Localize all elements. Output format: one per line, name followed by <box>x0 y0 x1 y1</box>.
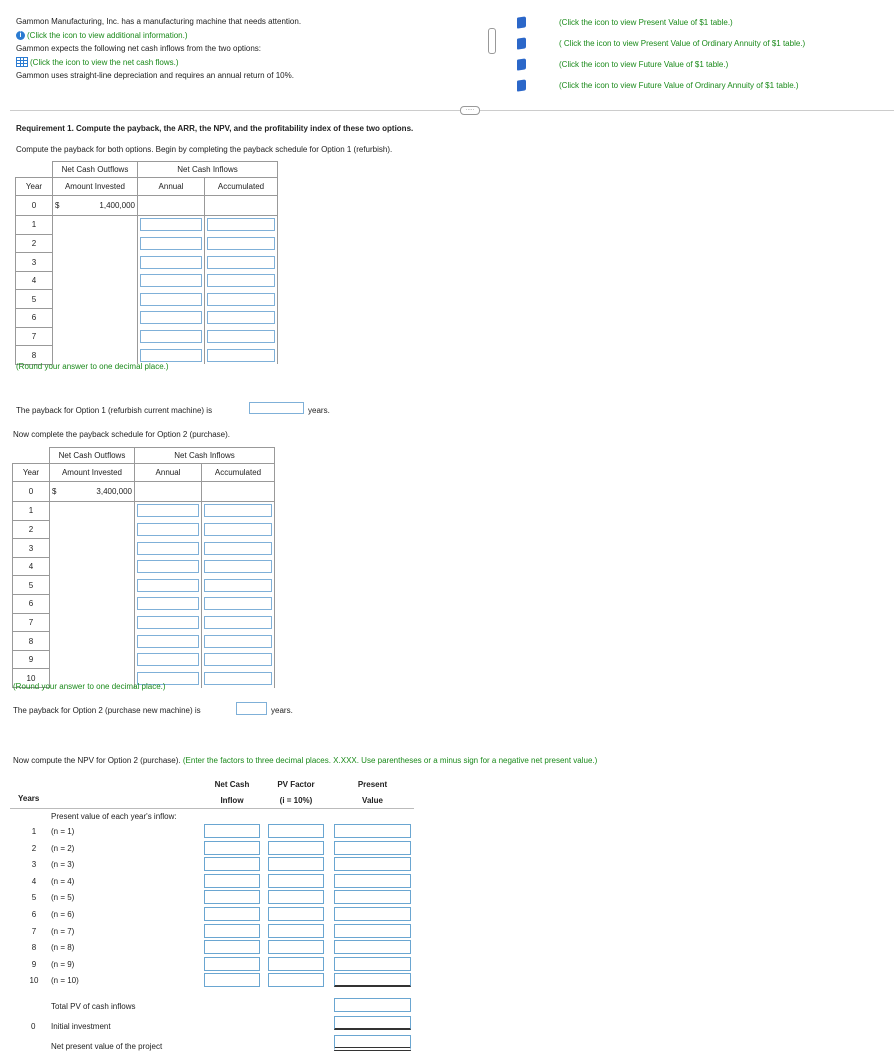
annual-input[interactable] <box>137 597 199 610</box>
year-number: 6 <box>31 910 37 919</box>
amount-invested-cell <box>53 290 138 309</box>
npv-row <box>0 840 894 857</box>
year-cell: 4 <box>13 557 50 576</box>
year-cell: 8 <box>16 346 53 365</box>
net-cash-inflow-header: Net Cash Inflow <box>214 780 250 805</box>
annual-cell <box>138 234 205 253</box>
period-label: (n = 8) <box>51 943 75 953</box>
net-cash-inflow-input[interactable] <box>204 940 260 954</box>
option1-payback-table <box>15 161 278 365</box>
option2-payback-table <box>12 447 275 688</box>
fv-annuity-book-icon[interactable] <box>517 80 526 93</box>
year-cell: 7 <box>16 327 53 346</box>
period-label: (n = 2) <box>51 843 75 853</box>
annual-input[interactable] <box>137 523 199 536</box>
accumulated-cell <box>202 557 275 576</box>
pv-factor-input[interactable] <box>268 841 324 855</box>
accumulated-cell <box>202 650 275 669</box>
accumulated-input[interactable] <box>204 672 272 685</box>
total-pv-label: Total PV of cash inflows <box>51 1002 136 1011</box>
npv-instruction: Now compute the NPV for Option 2 (purchase). (Enter the factors to three decimal places. X.XXX. Use parentheses or a minus sign for a negative net present value.) <box>13 756 598 765</box>
table-icon[interactable] <box>16 57 28 67</box>
fv-table-book-icon[interactable] <box>517 59 526 72</box>
annual-cell <box>135 501 202 520</box>
intro-line-2: Gammon expects the following net cash inflows from the two options: <box>16 44 262 53</box>
annual-input[interactable] <box>137 542 199 555</box>
net-cash-inflow-input[interactable] <box>204 857 260 871</box>
year-cell: 0 <box>16 196 53 216</box>
year-number: 1 <box>31 827 37 836</box>
annual-input[interactable] <box>140 218 202 231</box>
table-row <box>16 253 278 272</box>
pv-table-book-icon[interactable] <box>517 17 526 30</box>
accumulated-cell <box>202 613 275 632</box>
panel-resize-handle[interactable] <box>488 28 496 54</box>
year-cell: 9 <box>13 650 50 669</box>
option2-years-unit: years. <box>271 706 293 715</box>
accumulated-input[interactable] <box>207 218 275 231</box>
year-number: 3 <box>31 860 37 870</box>
table-row <box>13 632 275 651</box>
accumulated-input[interactable] <box>204 560 272 573</box>
accumulated-cell <box>205 271 278 290</box>
accumulated-cell <box>202 539 275 558</box>
intro-block <box>16 15 476 83</box>
table-row <box>13 595 275 614</box>
intro-line-3: Gammon uses straight-line depreciation and requires an annual return of 10%. <box>16 71 294 80</box>
option2-instruction: Now complete the payback schedule for Option 2 (purchase). <box>13 430 231 439</box>
year-cell: 7 <box>13 613 50 632</box>
period-label: (n = 1) <box>51 827 75 836</box>
amount-invested-cell <box>50 576 135 595</box>
npv-row <box>0 906 894 923</box>
table-row <box>16 290 278 309</box>
present-value-input[interactable] <box>334 824 411 838</box>
fv-table-link[interactable]: (Click the icon to view Future Value of $1 table.) <box>559 60 729 69</box>
npv-row <box>0 956 894 973</box>
period-label: (n = 5) <box>51 893 75 903</box>
annual-cell <box>135 482 202 502</box>
net-cash-inflow-input[interactable] <box>204 924 260 938</box>
year-number: 2 <box>31 843 37 853</box>
npv-header-rule <box>10 808 414 809</box>
table-row <box>13 576 275 595</box>
option1-payback-text: The payback for Option 1 (refurbish current machine) is <box>16 406 213 415</box>
annual-cell <box>135 520 202 539</box>
table-row <box>13 501 275 520</box>
net-cash-inflow-input[interactable] <box>204 890 260 904</box>
accumulated-input[interactable] <box>207 256 275 269</box>
accumulated-cell <box>202 501 275 520</box>
year-cell: 6 <box>16 309 53 328</box>
npv-row <box>0 889 894 906</box>
accumulated-input[interactable] <box>204 597 272 610</box>
accumulated-cell <box>202 482 275 502</box>
pv-factor-input[interactable] <box>268 890 324 904</box>
amount-invested-cell <box>50 501 135 520</box>
npv-row <box>0 939 894 956</box>
option1-payback-input[interactable] <box>249 402 304 414</box>
present-value-input[interactable] <box>334 940 411 954</box>
accumulated-cell <box>205 309 278 328</box>
year-number: 9 <box>31 959 37 969</box>
annual-input[interactable] <box>140 274 202 287</box>
annual-cell <box>135 613 202 632</box>
table-row <box>16 215 278 234</box>
npv-row <box>0 873 894 890</box>
annual-input[interactable] <box>137 560 199 573</box>
inflows-header: Net Cash Inflows <box>138 162 278 178</box>
npv-row <box>0 823 894 840</box>
annual-cell <box>138 271 205 290</box>
present-value-input[interactable] <box>334 857 411 871</box>
accumulated-input[interactable] <box>207 293 275 306</box>
period-label: (n = 6) <box>51 910 75 919</box>
period-label: (n = 3) <box>51 860 75 870</box>
requirement-heading: Requirement 1. Compute the payback, the ARR, the NPV, and the profitability index of these two options. <box>16 124 414 133</box>
year-cell: 1 <box>16 215 53 234</box>
present-value-input[interactable] <box>334 874 411 888</box>
pv-annuity-book-icon[interactable] <box>517 38 526 51</box>
accumulated-input[interactable] <box>204 542 272 555</box>
amount-invested-cell <box>50 595 135 614</box>
table-row <box>13 613 275 632</box>
option2-payback-text: The payback for Option 2 (purchase new machine) is <box>13 706 201 715</box>
annual-cell <box>138 309 205 328</box>
accumulated-cell <box>205 346 278 365</box>
period-label: (n = 7) <box>51 926 75 936</box>
outflows-header: Net Cash Outflows <box>50 448 135 464</box>
accumulated-cell <box>205 234 278 253</box>
amount-invested-cell <box>50 650 135 669</box>
amount-header: Amount Invested <box>53 178 138 196</box>
inflows-header: Net Cash Inflows <box>135 448 275 464</box>
annual-input[interactable] <box>137 653 199 666</box>
fv-annuity-table-link[interactable]: (Click the icon to view Future Value of Ordinary Annuity of $1 table.) <box>559 81 799 90</box>
present-value-input[interactable] <box>334 973 411 987</box>
accumulated-input[interactable] <box>204 616 272 629</box>
year-number: 8 <box>31 943 37 953</box>
present-value-input[interactable] <box>334 841 411 855</box>
accumulated-cell <box>202 669 275 688</box>
year-cell: 5 <box>13 576 50 595</box>
annual-header: Annual <box>138 178 205 196</box>
table-row <box>13 482 275 502</box>
npv-input[interactable] <box>334 1035 411 1051</box>
year-cell: 8 <box>13 632 50 651</box>
option2-payback-input[interactable] <box>236 702 267 715</box>
pv-factor-input[interactable] <box>268 907 324 921</box>
pv-annuity-table-link[interactable]: ( Click the icon to view Present Value of Ordinary Annuity of $1 table.) <box>559 39 806 48</box>
annual-input[interactable] <box>137 504 199 517</box>
year-cell: 4 <box>16 271 53 290</box>
year-cell: 2 <box>16 234 53 253</box>
amount-invested-cell <box>50 539 135 558</box>
pv-table-link[interactable]: (Click the icon to view Present Value of $1 table.) <box>559 18 733 27</box>
pv-each-label: Present value of each year's inflow: <box>51 812 177 821</box>
accumulated-input[interactable] <box>207 349 275 362</box>
option1-instruction: Compute the payback for both options. Begin by completing the payback schedule for Option 1 (refurbish). <box>16 145 393 154</box>
year-number: 5 <box>31 893 37 903</box>
npv-row <box>0 856 894 873</box>
additional-info-link[interactable]: i (Click the icon to view additional information.) <box>16 29 476 43</box>
amount-invested-cell <box>50 632 135 651</box>
year-header: Year <box>16 178 53 196</box>
table-row <box>16 196 278 216</box>
annual-header: Annual <box>135 464 202 482</box>
pv-factor-input[interactable] <box>268 857 324 871</box>
table-row <box>16 234 278 253</box>
annual-input[interactable] <box>137 579 199 592</box>
section-divider <box>10 110 894 111</box>
annual-input[interactable] <box>140 256 202 269</box>
investment-amount: 3,400,000 <box>96 486 132 496</box>
option2-round-note: (Round your answer to one decimal place.) <box>13 682 166 691</box>
accumulated-header: Accumulated <box>202 464 275 482</box>
table-row <box>13 557 275 576</box>
accumulated-input[interactable] <box>207 330 275 343</box>
annual-input[interactable] <box>137 616 199 629</box>
net-cash-inflow-input[interactable] <box>204 841 260 855</box>
npv-label: Net present value of the project <box>51 1042 163 1051</box>
initial-investment-input[interactable] <box>334 1016 411 1030</box>
year-number: 10 <box>29 976 39 986</box>
net-cash-inflow-input[interactable] <box>204 824 260 838</box>
year-cell: 2 <box>13 520 50 539</box>
year-header: Year <box>13 464 50 482</box>
pv-factor-header: PV Factor (i = 10%) <box>277 780 315 805</box>
accumulated-cell <box>202 632 275 651</box>
npv-row <box>0 923 894 940</box>
dollar-sign: $ <box>55 200 60 210</box>
annual-input[interactable] <box>140 293 202 306</box>
option1-round-note: (Round your answer to one decimal place.) <box>16 362 169 371</box>
accumulated-input[interactable] <box>204 579 272 592</box>
table-row <box>16 309 278 328</box>
collapse-button[interactable]: ····· <box>460 106 480 115</box>
present-value-input[interactable] <box>334 907 411 921</box>
year-cell: 5 <box>16 290 53 309</box>
outflows-header: Net Cash Outflows <box>53 162 138 178</box>
net-cash-flows-link[interactable]: (Click the icon to view the net cash flows.) <box>16 56 476 70</box>
amount-invested-cell <box>50 482 135 502</box>
amount-invested-cell <box>53 327 138 346</box>
period-label: (n = 9) <box>51 959 75 969</box>
pv-factor-input[interactable] <box>268 824 324 838</box>
year-cell: 0 <box>13 482 50 502</box>
net-cash-inflow-input[interactable] <box>204 907 260 921</box>
pv-factor-input[interactable] <box>268 973 324 987</box>
table-row <box>16 327 278 346</box>
accumulated-input[interactable] <box>207 237 275 250</box>
annual-input[interactable] <box>140 349 202 362</box>
annual-input[interactable] <box>140 237 202 250</box>
pv-factor-input[interactable] <box>268 957 324 971</box>
accumulated-input[interactable] <box>204 635 272 648</box>
pv-factor-input[interactable] <box>268 924 324 938</box>
amount-invested-cell <box>53 309 138 328</box>
present-value-header: Present Value <box>357 780 388 805</box>
accumulated-input[interactable] <box>207 311 275 324</box>
year-number: 7 <box>31 926 37 936</box>
years-header: Years <box>18 794 40 803</box>
accumulated-cell <box>205 196 278 216</box>
annual-input[interactable] <box>137 635 199 648</box>
amount-invested-cell <box>53 271 138 290</box>
total-pv-input[interactable] <box>334 998 411 1012</box>
year-number: 4 <box>31 876 37 886</box>
accumulated-input[interactable] <box>204 653 272 666</box>
amount-header: Amount Invested <box>50 464 135 482</box>
annual-cell <box>135 595 202 614</box>
net-cash-inflow-input[interactable] <box>204 957 260 971</box>
accumulated-input[interactable] <box>207 274 275 287</box>
table-row <box>16 271 278 290</box>
amount-invested-cell <box>50 520 135 539</box>
present-value-input[interactable] <box>334 924 411 938</box>
initial-year: 0 <box>31 1022 36 1031</box>
year-cell: 6 <box>13 595 50 614</box>
net-cash-inflow-input[interactable] <box>204 874 260 888</box>
amount-invested-cell <box>50 613 135 632</box>
annual-cell <box>138 290 205 309</box>
period-label: (n = 4) <box>51 876 75 886</box>
accumulated-cell <box>202 576 275 595</box>
year-cell: 3 <box>16 253 53 272</box>
table-row <box>13 539 275 558</box>
table-row <box>13 650 275 669</box>
accumulated-input[interactable] <box>204 504 272 517</box>
accumulated-cell <box>205 327 278 346</box>
option1-years-unit: years. <box>308 406 330 415</box>
amount-invested-cell <box>50 557 135 576</box>
accumulated-cell <box>205 215 278 234</box>
amount-invested-cell <box>53 253 138 272</box>
intro-line-1: Gammon Manufacturing, Inc. has a manufacturing machine that needs attention. <box>16 17 302 26</box>
annual-cell <box>135 650 202 669</box>
investment-amount: 1,400,000 <box>99 200 135 210</box>
dollar-sign: $ <box>52 486 57 496</box>
annual-cell <box>138 253 205 272</box>
accumulated-header: Accumulated <box>205 178 278 196</box>
annual-cell <box>135 576 202 595</box>
amount-invested-cell <box>53 234 138 253</box>
annual-input[interactable] <box>140 330 202 343</box>
annual-cell <box>138 327 205 346</box>
pv-factor-input[interactable] <box>268 874 324 888</box>
amount-invested-cell <box>53 215 138 234</box>
pv-factor-input[interactable] <box>268 940 324 954</box>
table-row <box>13 520 275 539</box>
amount-invested-cell <box>53 196 138 216</box>
accumulated-cell <box>205 290 278 309</box>
year-cell: 1 <box>13 501 50 520</box>
accumulated-input[interactable] <box>204 523 272 536</box>
net-cash-inflow-input[interactable] <box>204 973 260 987</box>
annual-input[interactable] <box>140 311 202 324</box>
initial-investment-label: Initial investment <box>51 1022 111 1031</box>
annual-cell <box>135 539 202 558</box>
info-icon[interactable]: i <box>16 31 25 40</box>
accumulated-cell <box>202 520 275 539</box>
npv-row <box>0 972 894 989</box>
year-cell: 10 <box>13 669 50 688</box>
annual-cell <box>135 632 202 651</box>
accumulated-cell <box>202 595 275 614</box>
period-label: (n = 10) <box>51 976 79 986</box>
present-value-input[interactable] <box>334 957 411 971</box>
accumulated-cell <box>205 253 278 272</box>
year-cell: 3 <box>13 539 50 558</box>
present-value-input[interactable] <box>334 890 411 904</box>
annual-cell <box>135 557 202 576</box>
annual-cell <box>138 215 205 234</box>
annual-cell <box>138 196 205 216</box>
